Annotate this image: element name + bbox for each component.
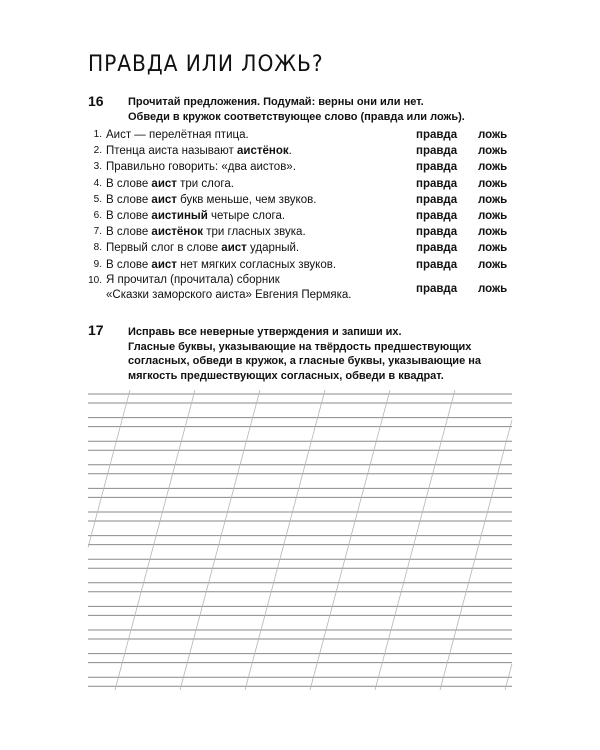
true-choice[interactable]: правда — [416, 161, 458, 174]
statement-text: В слове аист нет мягких согласных звуков. — [106, 258, 337, 271]
statement-number: 4. — [93, 177, 102, 189]
statement-text: Я прочитал (прочитала) сборник «Сказки заморского аиста» Евгения Пермяка. — [106, 273, 352, 302]
false-choice[interactable]: ложь — [478, 282, 508, 295]
statement-text: В слове аист три слога. — [106, 177, 234, 190]
true-choice[interactable]: правда — [416, 177, 458, 190]
true-choice[interactable]: правда — [416, 145, 458, 158]
false-choice[interactable]: ложь — [478, 161, 508, 174]
statement-number: 7. — [93, 226, 102, 238]
statement-text: В слове аистёнок три гласных звука. — [106, 226, 306, 239]
slant-guide-line — [440, 420, 512, 690]
statement-number: 1. — [93, 129, 102, 140]
page-title: ПРАВДА ИЛИ ЛОЖЬ? — [88, 52, 324, 77]
false-choice[interactable]: ложь — [478, 226, 508, 239]
statement-text: Аист — перелётная птица. — [106, 129, 249, 141]
task-17-number: 17 — [88, 322, 104, 338]
true-choice[interactable]: правда — [416, 282, 458, 295]
statement-text: В слове аист букв меньше, чем звуков. — [106, 193, 317, 206]
statement-number: 3. — [93, 161, 102, 173]
true-choice[interactable]: правда — [416, 193, 458, 206]
statement-number: 8. — [93, 242, 102, 254]
slant-guide-line — [375, 390, 455, 690]
statement-number: 6. — [93, 209, 102, 221]
task-17-line-4: мягкость предшествующих согласных, обведи в квадрат. — [128, 369, 444, 382]
true-choice[interactable]: правда — [416, 242, 458, 255]
statement-number: 9. — [93, 258, 102, 270]
true-choice[interactable]: правда — [416, 129, 458, 141]
task-16-number: 16 — [88, 93, 104, 109]
slant-guide-line — [245, 390, 325, 690]
false-choice[interactable]: ложь — [478, 209, 508, 222]
slant-guide-line — [115, 390, 195, 690]
statement-text: Птенца аиста называют аистёнок. — [106, 145, 292, 158]
false-choice[interactable]: ложь — [478, 258, 508, 271]
true-choice[interactable]: правда — [416, 258, 458, 271]
task-17-line-2: Гласные буквы, указывающие на твёрдость предшествующих — [128, 340, 472, 353]
slant-guide-line — [180, 390, 260, 690]
true-choice[interactable]: правда — [416, 209, 458, 222]
task-17-line-1: Исправь все неверные утверждения и запиши их. — [128, 326, 402, 338]
task-17-line-3: согласных, обведи в кружок, а гласные буквы, указывающие на — [128, 355, 481, 367]
false-choice[interactable]: ложь — [478, 193, 508, 206]
statement-number: 10. — [88, 274, 102, 286]
false-choice[interactable]: ложь — [478, 242, 508, 255]
statement-number: 2. — [93, 145, 102, 157]
false-choice[interactable]: ложь — [478, 145, 508, 158]
statement-text: Первый слог в слове аист ударный. — [106, 242, 300, 255]
slant-guide-line — [88, 390, 130, 548]
false-choice[interactable]: ложь — [478, 129, 508, 141]
task-16-line-1: Прочитай предложения. Подумай: верны они или нет. — [128, 96, 424, 108]
statement-text: В слове аистиный четыре слога. — [106, 209, 286, 222]
false-choice[interactable]: ложь — [478, 177, 508, 190]
slant-guide-line — [310, 390, 390, 690]
true-choice[interactable]: правда — [416, 226, 458, 239]
task-16-line-2: Обведи в кружок соответствующее слово (правда или ложь). — [128, 110, 465, 123]
statement-text: Правильно говорить: «два аистов». — [106, 161, 296, 174]
statement-number: 5. — [93, 193, 102, 205]
